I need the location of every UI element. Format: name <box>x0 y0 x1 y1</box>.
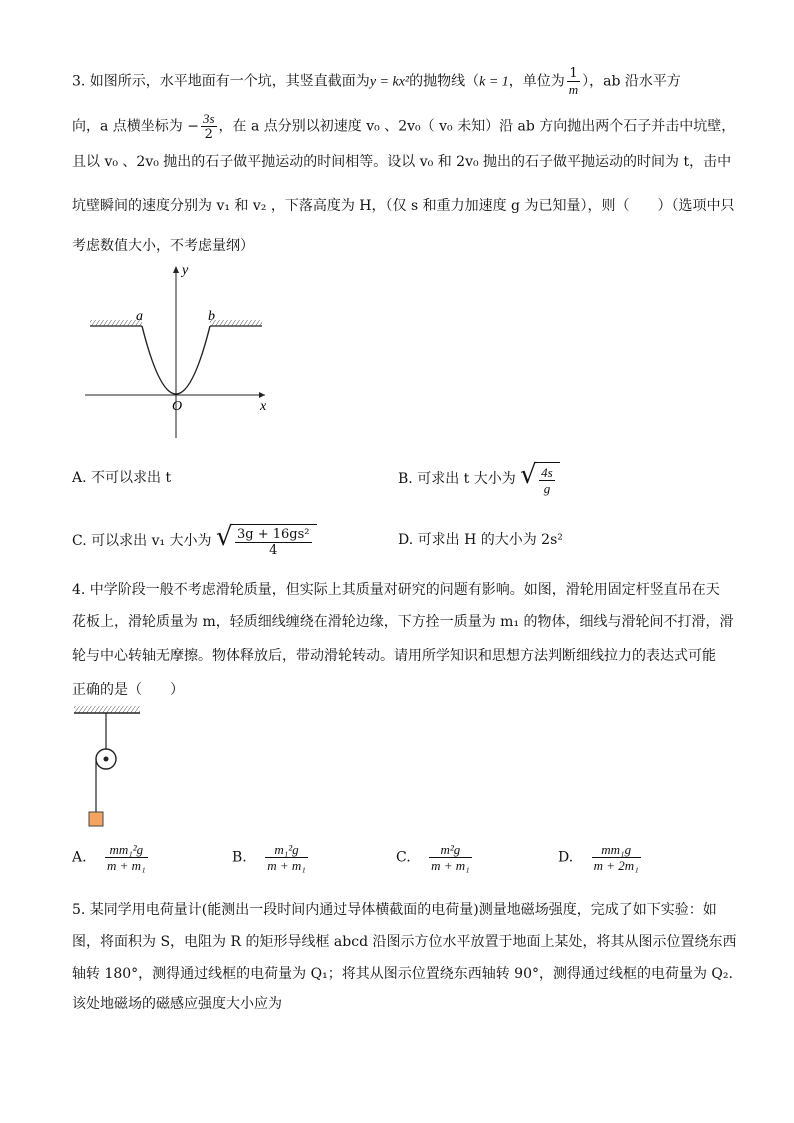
fraction-numerator: m₁²g <box>265 842 308 858</box>
q4-option-a[interactable] <box>72 842 150 873</box>
q4-line-4: 正确的是（ ） <box>72 682 184 698</box>
q3-line-4: 坑壁瞬间的速度分别为 v₁ 和 v₂ ，下落高度为 H，（仅 s 和重力加速度 g 为已知量），则（ ）（选项中只 <box>72 198 735 214</box>
option-text: C. 可以求出 v₁ 大小为 <box>72 533 212 549</box>
sqrt-expression <box>520 462 560 496</box>
fraction <box>539 465 555 496</box>
q3-line-1 <box>72 66 681 97</box>
label-a: a <box>136 309 143 324</box>
q5-line-1: 5. 某同学用电荷量计(能测出一段时间内通过导体横截面的电荷量)测量地磁场强度，完成了如下实验：如 <box>72 902 717 918</box>
q3-text: ，在 a 点分别以初速度 v₀ 、2v₀（ v₀ 未知）沿 ab 方向抛出两个石子并击中坑壁， <box>218 118 736 135</box>
option-label: A. <box>72 849 87 866</box>
hanging-block <box>89 812 103 826</box>
fraction-numerator: mm₁²g <box>105 842 148 858</box>
option-label: B. <box>232 849 247 866</box>
fraction <box>265 842 308 873</box>
label-b: b <box>208 309 215 324</box>
q5-line-3: 轴转 180°，测得通过线框的电荷量为 Q₁；将其从图示位置绕东西轴转 90°，测得通过线框的电荷量为 Q₂. <box>72 966 733 982</box>
q4-line-3: 轮与中心转轴无摩擦。物体释放后，带动滑轮转动。请用所学知识和思想方法判断细线拉力的表达式可能 <box>72 648 716 664</box>
q3-line-3: 且以 v₀ 、2v₀ 抛出的石子做平抛运动的时间相等。设以 v₀ 和 2v₀ 抛出的石子做平抛运动的时间为 t，击中 <box>72 154 732 170</box>
fraction-numerator: mm₁g <box>592 842 641 858</box>
ceiling-hatch <box>74 706 140 713</box>
fraction-numerator: 3s <box>202 111 215 126</box>
fraction-numerator: 4s <box>541 465 553 480</box>
fraction <box>429 842 472 873</box>
q3-option-c[interactable] <box>72 524 317 558</box>
fraction <box>592 842 641 873</box>
fraction-numerator: 1 <box>567 66 580 82</box>
k-value: k = 1 <box>479 74 509 90</box>
option-text: B. 可求出 t 大小为 <box>398 471 516 487</box>
fraction-denominator: m + m₁ <box>431 858 470 873</box>
label-y: y <box>182 263 189 278</box>
fraction-numerator: 3g + 16gs² <box>237 527 310 542</box>
fraction-denominator: m <box>568 82 579 97</box>
fraction <box>235 527 312 558</box>
fraction-numerator: m²g <box>429 842 472 858</box>
q3-option-b[interactable] <box>398 462 560 496</box>
parabola-equation: y = kx² <box>369 74 410 90</box>
q3-text: 3. 如图所示，水平地面有一个坑，其竖直截面为 <box>72 73 370 90</box>
option-label: C. <box>396 849 411 866</box>
pulley-axle <box>104 757 109 762</box>
sqrt-expression <box>216 524 317 558</box>
ground-hatch-right <box>210 320 262 326</box>
q5-line-2: 图，将面积为 S，电阻为 R 的矩形导线框 abcd 沿图示方位水平放置于地面上某处，将其从图示位置绕东西 <box>72 934 737 950</box>
q3-text: 的抛物线（ <box>409 73 480 90</box>
label-origin: O <box>172 399 183 414</box>
ground-hatch-left <box>90 320 142 326</box>
option-label: D. <box>558 849 574 866</box>
fraction-denominator: m + m₁ <box>267 858 306 873</box>
label-x: x <box>260 399 267 414</box>
parabola-pit-figure <box>80 262 280 442</box>
pulley-figure <box>70 702 150 832</box>
q4-line-1: 4. 中学阶段一般不考虑滑轮质量，但实际上其质量对研究的问题有影响。如图，滑轮用固定杆竖直吊在天 <box>72 582 720 598</box>
q4-option-c[interactable] <box>396 842 474 873</box>
q3-line-2 <box>72 111 735 142</box>
fraction <box>105 842 148 873</box>
x-axis-arrow <box>259 392 265 398</box>
q3-option-a[interactable]: A. 不可以求出 t <box>72 470 172 486</box>
q3-text: ），ab 沿水平方 <box>582 73 681 90</box>
fraction-denominator: m + 2m₁ <box>593 858 639 873</box>
q3-option-d[interactable]: D. 可求出 H 的大小为 2s² <box>398 532 563 548</box>
fraction-denominator: 4 <box>269 543 278 558</box>
q3-text: 向，a 点横坐标为 − <box>72 118 199 135</box>
sqrt-sign: √ <box>216 522 233 552</box>
y-axis-arrow <box>173 266 179 273</box>
fraction-denominator: 2 <box>204 127 213 142</box>
unit-fraction <box>567 66 580 97</box>
q4-option-d[interactable] <box>558 842 643 873</box>
sqrt-sign: √ <box>520 460 537 490</box>
fraction-denominator: g <box>543 481 551 496</box>
q4-option-b[interactable] <box>232 842 310 873</box>
q3-line-5: 考虑数值大小，不考虑量纲） <box>72 238 254 254</box>
fraction-denominator: m + m₁ <box>107 858 146 873</box>
coordinate-fraction <box>201 111 217 142</box>
q3-text: ，单位为 <box>508 73 565 90</box>
q5-line-4: 该处地磁场的磁感应强度大小应为 <box>72 996 282 1012</box>
q4-line-2: 花板上，滑轮质量为 m，轻质细线缠绕在滑轮边缘，下方拴一质量为 m₁ 的物体，细线与滑轮间不打滑，滑 <box>72 614 734 630</box>
